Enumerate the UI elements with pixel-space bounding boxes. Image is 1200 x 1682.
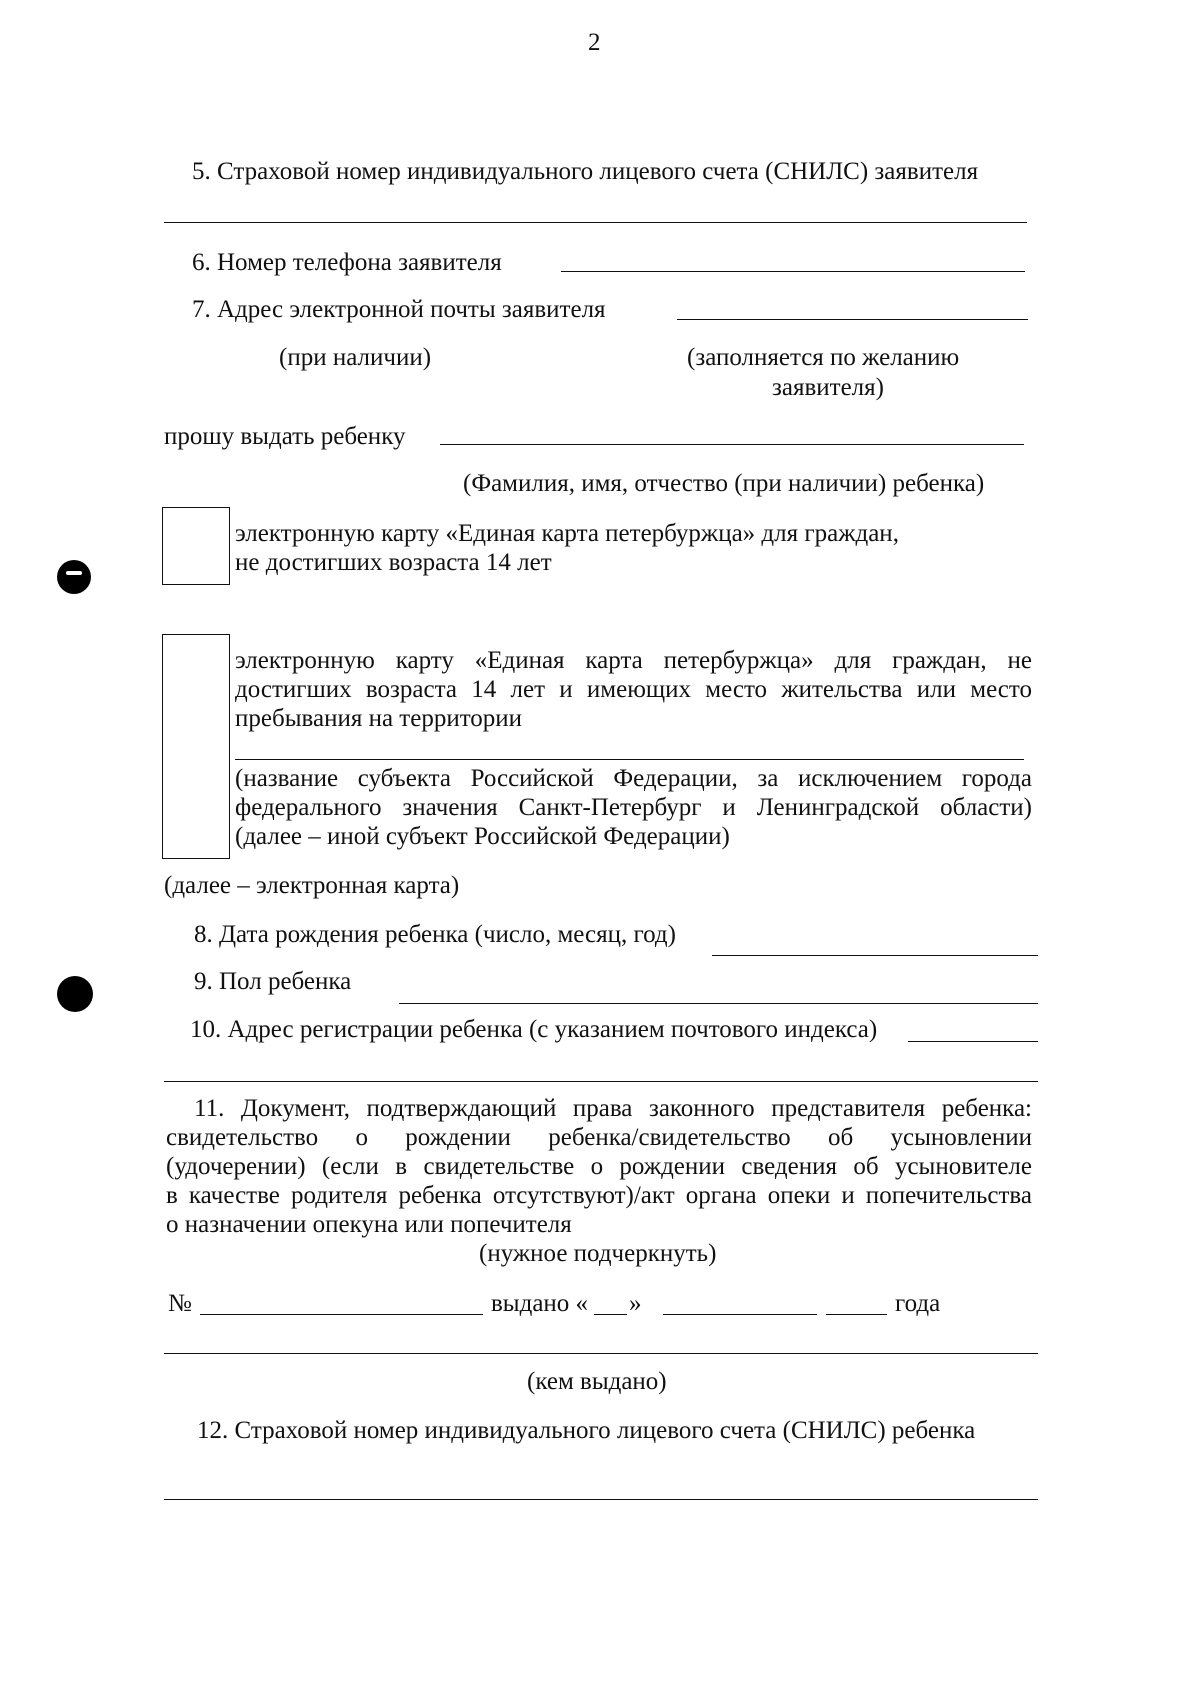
field-8-label: 8. Дата рождения ребенка (число, месяц, год)	[194, 921, 676, 948]
field-10-label: 10. Адрес регистрации ребенка (с указанием почтового индекса)	[190, 1016, 878, 1043]
option-1-text-line2: не достигших возраста 14 лет	[235, 549, 552, 576]
field-10-line-2[interactable]	[164, 1081, 1038, 1082]
field-12-label: 12. Страховой номер индивидуального лицевого счета (СНИЛС) ребенка	[197, 1417, 976, 1444]
option-2-text-line3: пребывания на территории	[235, 705, 523, 732]
underline-hint: (нужное подчеркнуть)	[479, 1240, 717, 1267]
field-7-hint-left: (при наличии)	[279, 344, 432, 371]
issued-by-line[interactable]	[164, 1353, 1038, 1354]
field-7-hint-right-1: (заполняется по желанию	[687, 344, 960, 371]
option-2-text-line2: достигших возраста 14 лет и имеющих место жительства или место	[235, 676, 1032, 703]
doc-number-line[interactable]	[200, 1314, 483, 1315]
issued-label: выдано «	[491, 1290, 589, 1317]
field-11-line4: в качестве родителя ребенка отсутствуют)/акт органа опеки и попечительства	[166, 1182, 1032, 1209]
option-2-hint-line2: федерального значения Санкт-Петербург и Ленинградской области)	[235, 794, 1032, 821]
page-number: 2	[588, 29, 601, 56]
option-1-text-line1: электронную карту «Единая карта петербуржца» для граждан,	[235, 520, 899, 547]
field-7-line[interactable]	[677, 319, 1028, 320]
issued-day-line[interactable]	[594, 1314, 627, 1315]
region-name-line[interactable]	[235, 759, 1024, 760]
issued-by-hint: (кем выдано)	[527, 1368, 667, 1395]
issued-year-line[interactable]	[826, 1314, 887, 1315]
field-11-line1: 11. Документ, подтверждающий права законного представителя ребенка:	[194, 1095, 1032, 1122]
punch-hole-bottom	[57, 976, 93, 1012]
child-name-hint: (Фамилия, имя, отчество (при наличии) ребенка)	[463, 470, 985, 497]
field-8-line[interactable]	[712, 955, 1038, 956]
option-2-hint-line1: (название субъекта Российской Федерации, за исключением города	[235, 765, 1032, 792]
number-sign: №	[168, 1290, 192, 1317]
issued-quote-close: »	[629, 1290, 642, 1317]
field-7-hint-right-2: заявителя)	[772, 374, 884, 401]
field-5-label: 5. Страховой номер индивидуального лицевого счета (СНИЛС) заявителя	[192, 158, 979, 185]
field-9-label: 9. Пол ребенка	[194, 968, 352, 995]
option-2-hint-line3: (далее – иной субъект Российской Федерации)	[235, 823, 730, 850]
field-9-line[interactable]	[399, 1003, 1038, 1004]
punch-hole-top	[57, 560, 91, 594]
field-7-label: 7. Адрес электронной почты заявителя	[192, 296, 606, 323]
child-name-line[interactable]	[440, 444, 1024, 445]
option-2-text-line1: электронную карту «Единая карта петербуржца» для граждан, не	[235, 647, 1032, 674]
field-10-line-inline[interactable]	[908, 1041, 1038, 1042]
issued-month-line[interactable]	[663, 1314, 817, 1315]
option-1-checkbox[interactable]	[162, 507, 230, 585]
request-label: прошу выдать ребенку	[164, 423, 406, 450]
field-11-line5: о назначении опекуна или попечителя	[166, 1211, 572, 1238]
field-11-line3: (удочерении) (если в свидетельстве о рождении сведения об усыновителе	[166, 1153, 1032, 1180]
field-5-line[interactable]	[164, 222, 1027, 223]
field-12-line[interactable]	[164, 1499, 1038, 1500]
electronic-card-note: (далее – электронная карта)	[164, 872, 460, 899]
field-6-line[interactable]	[561, 271, 1025, 272]
field-6-label: 6. Номер телефона заявителя	[192, 249, 502, 276]
field-11-line2: свидетельство о рождении ребенка/свидетельство об усыновлении	[166, 1124, 1032, 1151]
option-2-checkbox[interactable]	[162, 634, 230, 859]
year-label: года	[895, 1290, 941, 1317]
